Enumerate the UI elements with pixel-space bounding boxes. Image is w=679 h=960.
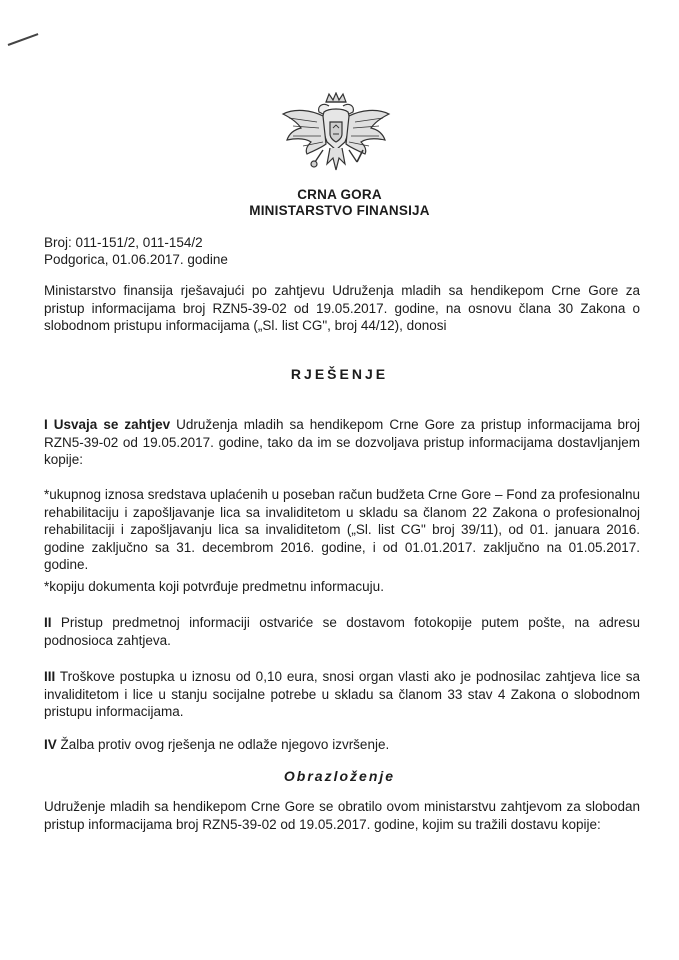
bullet-two: *kopiju dokumenta koji potvrđuje predmetnu informacuju. xyxy=(44,579,384,594)
reasoning-paragraph: Udruženje mladih sa hendikepom Crne Gore se obratilo ovom ministarstvu zahtjevom za slobodan pristup informacijama broj RZN5-39-02 od 19.05.2017. godine, kojim su tražili dostavu kopije: xyxy=(44,799,640,832)
point-two-label: II xyxy=(44,615,52,630)
point-four-label: IV xyxy=(44,737,57,752)
point-three-label: III xyxy=(44,669,56,684)
point-three xyxy=(44,668,640,721)
header-country: CRNA GORA xyxy=(297,187,382,202)
point-two xyxy=(44,614,640,649)
document-number: Broj: 011-151/2, 011-154/2 xyxy=(44,235,203,250)
pen-mark xyxy=(8,33,39,46)
header-ministry: MINISTARSTVO FINANSIJA xyxy=(249,203,430,218)
point-four xyxy=(44,736,640,754)
point-one-text: Udruženja mladih sa hendikepom Crne Gore za pristup informacijama broj RZN5-39-02 od 19.05.2017. godine, tako da im se dozvoljava pristup informacijama dostavljanjem kopije: xyxy=(44,417,640,468)
point-four-text: Žalba protiv ovog rješenja ne odlaže njegovo izvršenje. xyxy=(56,737,390,752)
coat-of-arms-icon xyxy=(277,92,395,182)
point-three-text: Troškove postupka u iznosu od 0,10 eura, snosi organ vlasti ako je podnosilac zahtjeva lice sa invaliditetom i lice u stanju socijalne potrebe u skladu sa članom 33 stav 4 Zakona o slobodnom pristupu informacijama. xyxy=(44,669,640,720)
bullet-one: *ukupnog iznosa sredstava uplaćenih u poseban račun budžeta Crne Gore – Fond za profesionalnu rehabilitaciju i zapošljavanje lica sa invaliditetom u skladu sa članom 22 Zakona o profesionalnoj rehabilitaciji i zapošljavanju lica sa invaliditetom („Sl. list CG" broj 39/11), od 01. januara 2016. godine zaključno sa 31. decembrom 2016. godine, i od 01.01.2017. zaključno na 01.05.2017. godine. xyxy=(44,487,640,573)
point-one-label: I Usvaja se zahtjev xyxy=(44,417,171,432)
intro-paragraph: Ministarstvo finansija rješavajući po zahtjevu Udruženja mladih sa hendikepom Crne Gore za pristup informacijama broj RZN5-39-02 od 19.05.2017. godine, na osnovu člana 30 Zakona o slobodnom pristupu informacijama („Sl. list CG", broj 44/12), donosi xyxy=(44,283,640,334)
reasoning-title: Obrazloženje xyxy=(283,768,396,784)
place-date: Podgorica, 01.06.2017. godine xyxy=(44,252,228,267)
point-one xyxy=(44,416,640,469)
point-two-text: Pristup predmetnoj informaciji ostvariće se dostavom fotokopije putem pošte, na adresu podnosioca zahtjeva. xyxy=(44,615,640,648)
decision-title: RJEŠENJE xyxy=(290,366,389,382)
